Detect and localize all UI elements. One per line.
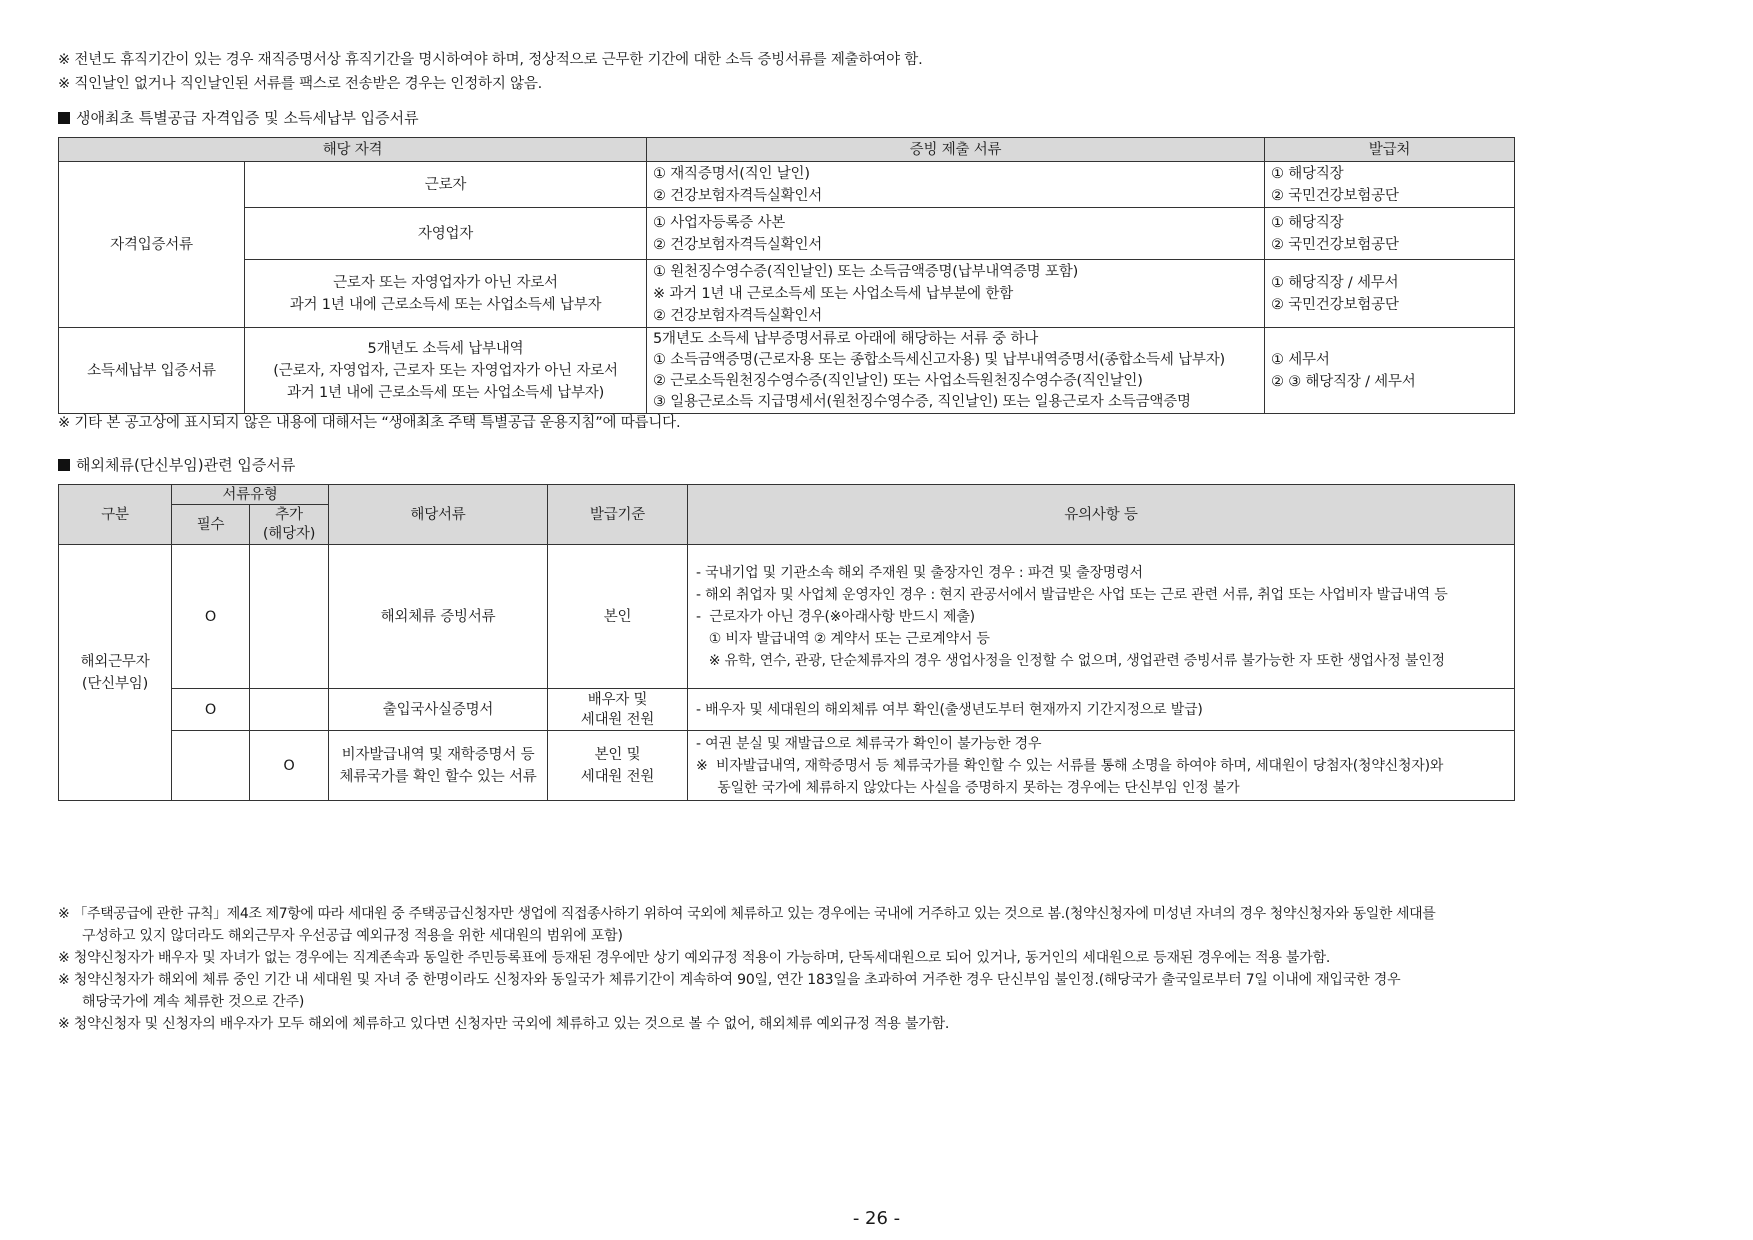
header-category: 구분 <box>59 485 172 545</box>
table-row <box>59 162 1515 208</box>
doc-line: ② 건강보험자격득실확인서 <box>653 236 823 253</box>
criteria-line: 세대원 전원 <box>580 768 655 785</box>
docs-cell <box>647 260 1265 328</box>
docs-cell <box>647 208 1265 260</box>
header-doc-type: 서류유형 <box>172 485 329 505</box>
section1-footnote: ※ 기타 본 공고상에 표시되지 않은 내용에 대해서는 “생애최초 주택 특별공급 운용지침”에 따릅니다. <box>58 415 681 431</box>
criteria-line: 배우자 및 <box>587 691 648 708</box>
document-cell <box>329 689 548 731</box>
table-row <box>59 208 1515 260</box>
header-required: 필수 <box>172 505 250 545</box>
criteria-line: 세대원 전원 <box>580 711 655 728</box>
type-cell <box>245 260 647 328</box>
doc-line: ① 재직증명서(직인 날인) <box>653 165 810 182</box>
overseas-stay-documents-table <box>58 484 1515 801</box>
document-line: 비자발급내역 및 재학증명서 등 <box>341 746 535 763</box>
type-cell <box>245 208 647 260</box>
doc-line: ② 건강보험자격득실확인서 <box>653 307 823 324</box>
issuer-line: ② 국민건강보험공단 <box>1271 236 1399 253</box>
category-cell <box>59 545 172 801</box>
issuer-cell <box>1265 260 1515 328</box>
note-line: - 국내기업 및 기관소속 해외 주재원 및 출장자인 경우 : 파견 및 출장명령서 <box>696 564 1143 581</box>
square-bullet-icon <box>58 459 70 471</box>
document-line: 해외체류 증빙서류 <box>380 608 496 625</box>
header-notes: 유의사항 등 <box>688 485 1515 545</box>
doc-line: ※ 과거 1년 내 근로소득세 또는 사업소득세 납부분에 한함 <box>653 285 1014 302</box>
doc-line: ① 사업자등록증 사본 <box>653 214 786 231</box>
header-additional-line: (해당자) <box>262 525 316 542</box>
square-bullet-icon <box>58 112 70 124</box>
section2-title: 해외체류(단신부임)관련 입증서류 <box>76 456 296 474</box>
criteria-cell <box>548 689 688 731</box>
document-cell <box>329 731 548 801</box>
table-row <box>59 545 1515 689</box>
table-row <box>59 689 1515 731</box>
note-line: - 여권 분실 및 재발급으로 체류국가 확인이 불가능한 경우 <box>696 735 1042 752</box>
issuer-line: ② ③ 해당직장 / 세무서 <box>1271 373 1416 390</box>
type-cell <box>245 328 647 414</box>
doc-line: ① 원천징수영수증(직인날인) 또는 소득금액증명(납부내역증명 포함) <box>653 263 1079 280</box>
header-issuer: 발급처 <box>1265 138 1515 162</box>
page-number: - 26 - <box>852 1208 901 1229</box>
criteria-cell <box>548 545 688 689</box>
doc-line: ① 소득금액증명(근로자용 또는 종합소득세신고자용) 및 납부내역증명서(종합소득세 납부자) <box>653 351 1225 368</box>
issuer-cell <box>1265 328 1515 414</box>
header-criteria: 발급기준 <box>548 485 688 545</box>
additional-mark: O <box>250 731 329 801</box>
issuer-line: ② 국민건강보험공단 <box>1271 187 1399 204</box>
category-line: (단신부임) <box>81 675 149 692</box>
issuer-cell <box>1265 162 1515 208</box>
table-row <box>59 328 1515 414</box>
type-line: 근로자 <box>424 176 467 193</box>
note-line: - 해외 취업자 및 사업체 운영자인 경우 : 현지 관공서에서 발급받은 사업 또는 근로 관련 서류, 취업 또는 사업비자 발급내역 등 <box>696 586 1448 603</box>
note-line: ① 비자 발급내역 ② 계약서 또는 근로계약서 등 <box>696 630 990 647</box>
section2-heading <box>58 455 295 475</box>
criteria-line: 본인 <box>603 608 632 625</box>
note-line: 동일한 국가에 체류하지 않았다는 사실을 증명하지 못하는 경우에는 단신부임 인정 불가 <box>696 779 1240 796</box>
section2-footnote-3-cont: 해당국가에 계속 체류한 것으로 간주) <box>82 994 305 1010</box>
header-additional <box>250 505 329 545</box>
table-row <box>59 260 1515 328</box>
type-line: 과거 1년 내에 근로소득세 또는 사업소득세 납부자 <box>289 296 602 313</box>
header-eligibility: 해당 자격 <box>59 138 647 162</box>
doc-line: ③ 일용근로소득 지급명세서(원천징수영수증, 직인날인) 또는 일용근로자 소득금액증명 <box>653 393 1191 410</box>
notes-cell <box>688 545 1515 689</box>
document-line: 체류국가를 확인 할수 있는 서류 <box>339 768 537 785</box>
section2-footnote-4: ※ 청약신청자 및 신청자의 배우자가 모두 해외에 체류하고 있다면 신청자만 국외에 체류하고 있는 것으로 볼 수 없어, 해외체류 예외규정 적용 불가함. <box>58 1016 950 1032</box>
docs-cell <box>647 162 1265 208</box>
table-header-row <box>59 138 1515 162</box>
section1-title: 생애최초 특별공급 자격입증 및 소득세납부 입증서류 <box>76 109 419 127</box>
notes-cell <box>688 731 1515 801</box>
doc-line: ② 건강보험자격득실확인서 <box>653 187 823 204</box>
table-header-row <box>59 485 1515 505</box>
notes-cell <box>688 689 1515 731</box>
table-row <box>59 731 1515 801</box>
section2-footnote-3: ※ 청약신청자가 해외에 체류 중인 기간 내 세대원 및 자녀 중 한명이라도 신청자와 동일국가 체류기간이 계속하여 90일, 연간 183일을 초과하여 거주한 경우 단신부임 불인정.(해당국가 출국일로부터 7일 이내에 재입국한 경우 <box>58 972 1401 988</box>
type-line: (근로자, 자영업자, 근로자 또는 자영업자가 아닌 자로서 <box>273 362 618 379</box>
section1-heading <box>58 108 419 128</box>
header-documents: 증빙 제출 서류 <box>647 138 1265 162</box>
doc-line: ② 근로소득원천징수영수증(직인날인) 또는 사업소득원천징수영수증(직인날인) <box>653 372 1143 389</box>
criteria-cell <box>548 731 688 801</box>
note-line: - 배우자 및 세대원의 해외체류 여부 확인(출생년도부터 현재까지 기간지정으로 발급) <box>696 701 1203 718</box>
additional-mark <box>250 545 329 689</box>
type-line: 5개년도 소득세 납부내역 <box>367 340 524 357</box>
type-cell <box>245 162 647 208</box>
note-line: ※ 비자발급내역, 재학증명서 등 체류국가를 확인할 수 있는 서류를 통해 소명을 하여야 하며, 세대원이 당첨자(청약신청자)와 <box>696 757 1444 774</box>
group-label-eligibility: 자격입증서류 <box>59 162 245 328</box>
criteria-line: 본인 및 <box>594 746 641 763</box>
section2-footnote-1-cont: 구성하고 있지 않더라도 해외근무자 우선공급 예외규정 적용을 위한 세대원의 범위에 포함) <box>82 928 623 944</box>
docs-cell <box>647 328 1265 414</box>
type-line: 자영업자 <box>417 225 474 242</box>
top-note-2: ※ 직인날인 없거나 직인날인된 서류를 팩스로 전송받은 경우는 인정하지 않음. <box>58 76 543 92</box>
type-line: 근로자 또는 자영업자가 아닌 자로서 <box>333 274 558 291</box>
required-mark: O <box>172 689 250 731</box>
category-line: 해외근무자 <box>80 653 150 670</box>
issuer-line: ① 세무서 <box>1271 351 1330 368</box>
header-additional-line: 추가 <box>275 506 303 523</box>
section2-footnote-1: ※ 「주택공급에 관한 규칙」제4조 제7항에 따라 세대원 중 주택공급신청자만 생업에 직접종사하기 위하여 국외에 체류하고 있는 경우에는 국내에 거주하고 있는 것으로 봄.(청약신청자에 미성년 자녀의 경우 청약신청자와 동일한 세대를 <box>58 906 1436 922</box>
doc-line: 5개년도 소득세 납부증명서류로 아래에 해당하는 서류 중 하나 <box>653 330 1039 347</box>
section2-footnote-2: ※ 청약신청자가 배우자 및 자녀가 없는 경우에는 직계존속과 동일한 주민등록표에 등재된 경우에만 상기 예외규정 적용이 가능하며, 단독세대원으로 되어 있거나, 동거인의 세대원으로 등재된 경우에는 적용 불가함. <box>58 950 1331 966</box>
issuer-line: ① 해당직장 <box>1271 214 1344 231</box>
document-cell <box>329 545 548 689</box>
required-mark: O <box>172 545 250 689</box>
group-label-tax: 소득세납부 입증서류 <box>59 328 245 414</box>
required-mark <box>172 731 250 801</box>
header-document: 해당서류 <box>329 485 548 545</box>
type-line: 과거 1년 내에 근로소득세 또는 사업소득세 납부자) <box>286 384 605 401</box>
issuer-line: ① 해당직장 <box>1271 165 1344 182</box>
issuer-line: ② 국민건강보험공단 <box>1271 296 1399 313</box>
issuer-line: ① 해당직장 / 세무서 <box>1271 274 1399 291</box>
note-line: - 근로자가 아닌 경우(※아래사항 반드시 제출) <box>696 608 975 625</box>
issuer-cell <box>1265 208 1515 260</box>
additional-mark <box>250 689 329 731</box>
top-note-1: ※ 전년도 휴직기간이 있는 경우 재직증명서상 휴직기간을 명시하여야 하며, 정상적으로 근무한 기간에 대한 소득 증빙서류를 제출하여야 함. <box>58 52 923 68</box>
first-home-documents-table <box>58 137 1515 414</box>
document-line: 출입국사실증명서 <box>382 701 494 718</box>
note-line: ※ 유학, 연수, 관광, 단순체류자의 경우 생업사정을 인정할 수 없으며, 생업관련 증빙서류 불가능한 자 또한 생업사정 불인정 <box>696 652 1445 669</box>
